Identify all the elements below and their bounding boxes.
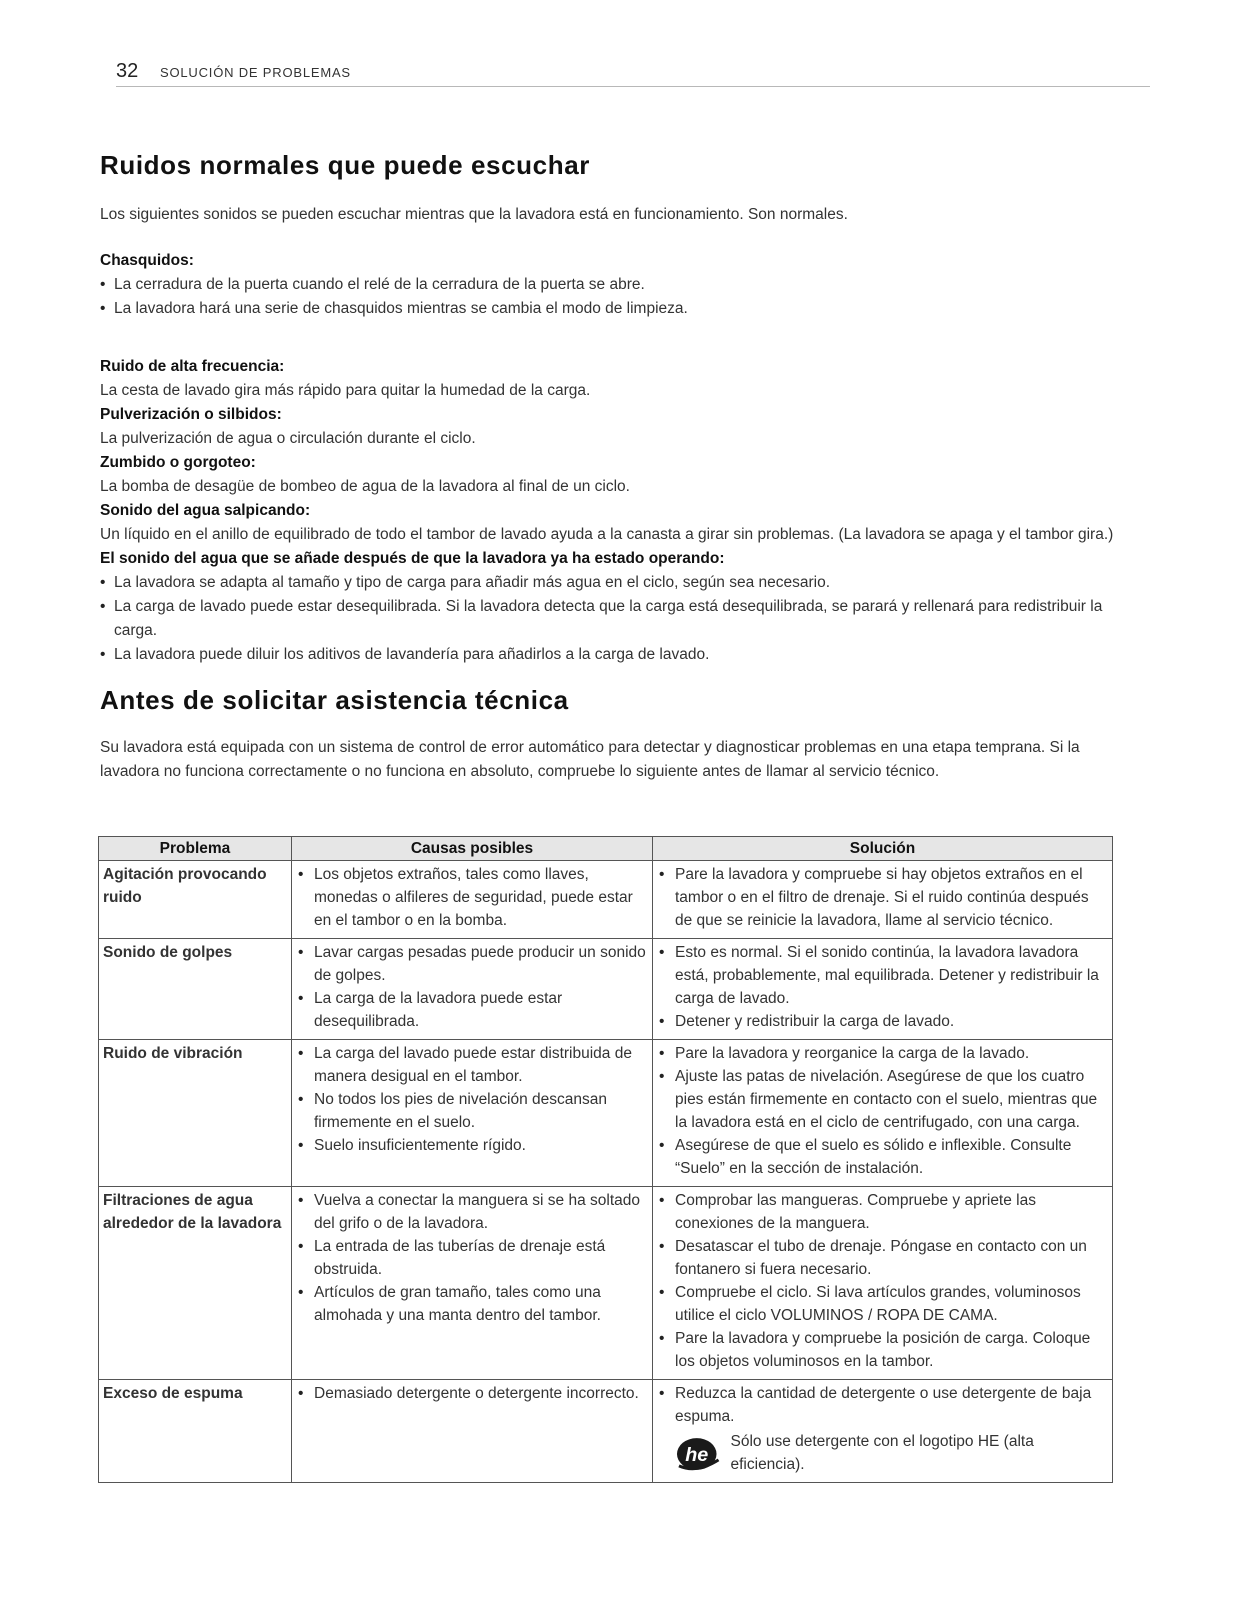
solution-item: • Pare la lavadora y compruebe si hay objetos extraños en el tambor o en el filtro de drenaje. Si el ruido continúa después de que se reinicie la lavadora, llame al servicio técnico. [657, 863, 1108, 932]
cause-item: • Suelo insuficientemente rígido. [296, 1134, 648, 1157]
header-problem: Problema [99, 837, 292, 861]
cause-item: • Demasiado detergente o detergente incorrecto. [296, 1382, 648, 1405]
cause-item: • La carga de la lavadora puede estar desequilibrada. [296, 987, 648, 1033]
chasquidos-list [100, 273, 1140, 321]
troubleshooting-table [98, 836, 1113, 1483]
cause-item: • Lavar cargas pesadas puede producir un sonido de golpes. [296, 941, 648, 987]
cause-item: • Artículos de gran tamaño, tales como una almohada y una manta dentro del tambor. [296, 1281, 648, 1327]
he-logo-icon [675, 1434, 721, 1474]
causes-cell [292, 1040, 653, 1187]
cause-item: • La entrada de las tuberías de drenaje está obstruida. [296, 1235, 648, 1281]
heading-zumbido: Zumbido o gorgoteo: [100, 454, 256, 471]
text-zumbido: La bomba de desagüe de bombeo de agua de la lavadora al final de un ciclo. [100, 478, 630, 495]
list-item: • La lavadora se adapta al tamaño y tipo de carga para añadir más agua en el ciclo, según sea necesario. [100, 571, 1140, 595]
page-number: 32 [116, 60, 139, 82]
text-alta-frecuencia: La cesta de lavado gira más rápido para quitar la humedad de la carga. [100, 382, 591, 399]
problem-cell: Sonido de golpes [99, 939, 292, 1040]
agua-anade-list [100, 571, 1140, 667]
list-item: • La cerradura de la puerta cuando el relé de la cerradura de la puerta se abre. [100, 273, 1140, 297]
problem-cell: Agitación provocando ruido [99, 861, 292, 939]
causes-cell [292, 939, 653, 1040]
solution-item: • Ajuste las patas de nivelación. Asegúrese de que los cuatro pies están firmemente en contacto con el suelo, mientras que la lavadora está en el ciclo de centrifugado, con una carga. [657, 1065, 1108, 1134]
assistance-intro: Su lavadora está equipada con un sistema de control de error automático para detectar y diagnosticar problemas en una etapa temprana. Si la lavadora no funciona correctamente o no funciona en absoluto, compruebe lo siguiente antes de llamar al servicio técnico. [100, 739, 1080, 780]
section-title-assistance: Antes de solicitar asistencia técnica [100, 685, 569, 715]
heading-salpicando: Sonido del agua salpicando: [100, 502, 311, 519]
heading-alta-frecuencia: Ruido de alta frecuencia: [100, 358, 285, 375]
solution-item: • Pare la lavadora y compruebe la posición de carga. Coloque los objetos voluminosos en la tambor. [657, 1327, 1108, 1373]
cause-item: • No todos los pies de nivelación descansan firmemente en el suelo. [296, 1088, 648, 1134]
solution-item: • Desatascar el tubo de drenaje. Póngase en contacto con un fontanero si fuera necesario. [657, 1235, 1108, 1281]
solution-cell [653, 861, 1113, 939]
solution-cell [653, 1040, 1113, 1187]
heading-pulverizacion: Pulverización o silbidos: [100, 406, 282, 423]
list-item: • La lavadora puede diluir los aditivos de lavandería para añadirlos a la carga de lavado. [100, 643, 1140, 667]
he-logo-text: he [685, 1443, 709, 1466]
causes-cell [292, 861, 653, 939]
he-note [675, 1430, 1108, 1476]
cause-item: • La carga del lavado puede estar distribuida de manera desigual en el tambor. [296, 1042, 648, 1088]
solution-item: • Pare la lavadora y reorganice la carga de la lavado. [657, 1042, 1108, 1065]
noises-intro: Los siguientes sonidos se pueden escuchar mientras que la lavadora está en funcionamiento. Son normales. [100, 206, 848, 223]
text-pulverizacion: La pulverización de agua o circulación durante el ciclo. [100, 430, 476, 447]
table-row [99, 1380, 1113, 1483]
list-item: • La lavadora hará una serie de chasquidos mientras se cambia el modo de limpieza. [100, 297, 1140, 321]
heading-agua-anade: El sonido del agua que se añade después de que la lavadora ya ha estado operando: [100, 550, 725, 567]
table-row [99, 1040, 1113, 1187]
table-row [99, 861, 1113, 939]
he-note-text: Sólo use detergente con el logotipo HE (alta eficiencia). [730, 1433, 1034, 1473]
problem-cell: Filtraciones de agua alrededor de la lavadora [99, 1187, 292, 1380]
problem-cell: Exceso de espuma [99, 1380, 292, 1483]
solution-item: • Esto es normal. Si el sonido continúa, la lavadora lavadora está, probablemente, mal equilibrada. Detener y redistribuir la carga de lavado. [657, 941, 1108, 1010]
causes-cell [292, 1380, 653, 1483]
problem-cell: Ruido de vibración [99, 1040, 292, 1187]
header-causes: Causas posibles [292, 837, 653, 861]
table-header-row [99, 837, 1113, 861]
page-content [100, 150, 1140, 784]
solution-item: • Reduzca la cantidad de detergente o use detergente de baja espuma. [657, 1382, 1108, 1428]
solution-cell [653, 1380, 1113, 1483]
section-name: SOLUCIÓN DE PROBLEMAS [160, 65, 351, 80]
solution-cell [653, 939, 1113, 1040]
cause-item: • Vuelva a conectar la manguera si se ha soltado del grifo o de la lavadora. [296, 1189, 648, 1235]
table-row [99, 1187, 1113, 1380]
cause-item: • Los objetos extraños, tales como llaves, monedas o alfileres de seguridad, puede estar en el tambor o en la bomba. [296, 863, 648, 932]
solution-item: • Asegúrese de que el suelo es sólido e inflexible. Consulte “Suelo” en la sección de instalación. [657, 1134, 1108, 1180]
solution-item: • Comprobar las mangueras. Compruebe y apriete las conexiones de la manguera. [657, 1189, 1108, 1235]
causes-cell [292, 1187, 653, 1380]
list-item: • La carga de lavado puede estar desequilibrada. Si la lavadora detecta que la carga está desequilibrada, se parará y rellenará para redistribuir la carga. [100, 595, 1140, 643]
solution-item: • Detener y redistribuir la carga de lavado. [657, 1010, 1108, 1033]
solution-cell [653, 1187, 1113, 1380]
header-solution: Solución [653, 837, 1113, 861]
heading-chasquidos: Chasquidos: [100, 252, 194, 269]
text-salpicando: Un líquido en el anillo de equilibrado de todo el tambor de lavado ayuda a la canasta a girar sin problemas. (La lavadora se apaga y el tambor gira.) [100, 526, 1114, 543]
page-header [116, 60, 1150, 87]
solution-item: • Compruebe el ciclo. Si lava artículos grandes, voluminosos utilice el ciclo VOLUMINOS / ROPA DE CAMA. [657, 1281, 1108, 1327]
table-row [99, 939, 1113, 1040]
section-title-noises: Ruidos normales que puede escuchar [100, 150, 590, 180]
